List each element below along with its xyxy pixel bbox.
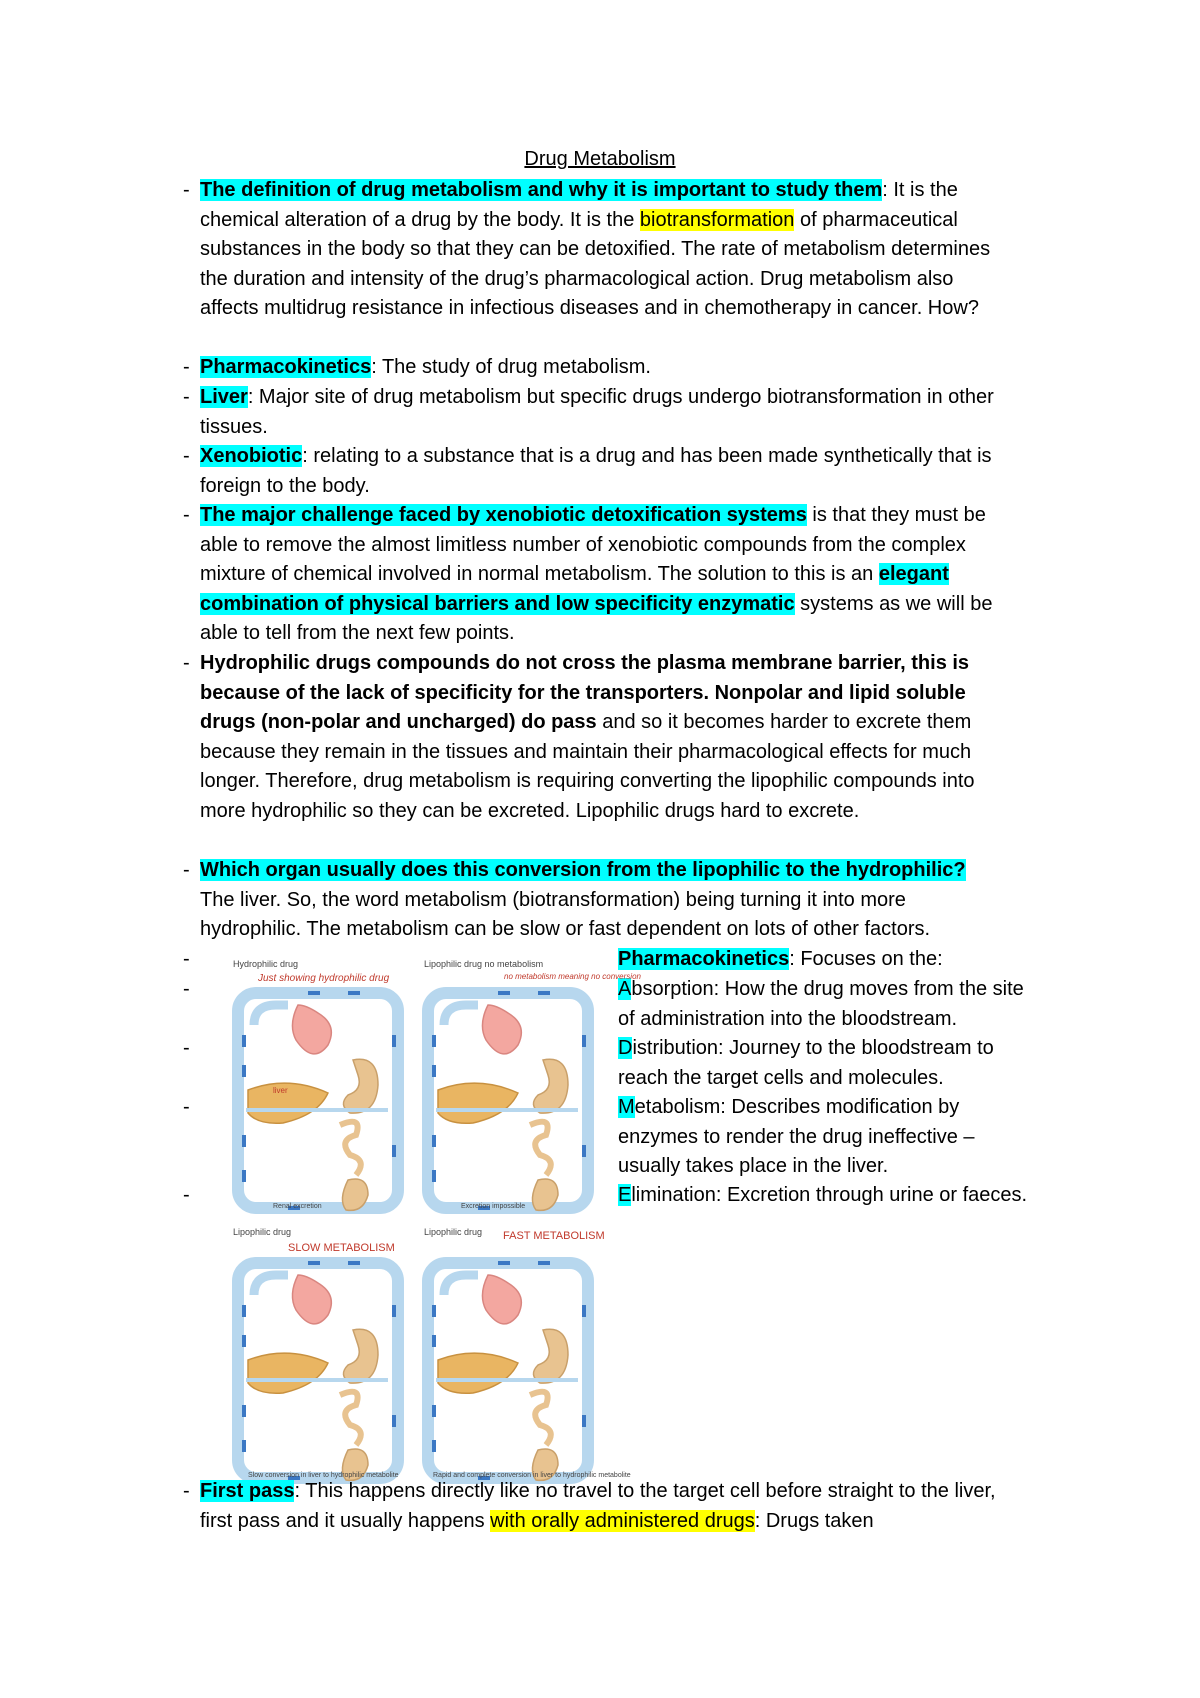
highlight-letter: A bbox=[618, 978, 632, 1000]
paragraph-text: is that they must be able to remove the almost limitless number of xenobiotic compounds from the complex mixture of chemical involved in normal metabolism. The solution to this is an bbox=[200, 504, 986, 586]
handwritten-note: Just showing hydrophilic drug bbox=[258, 973, 390, 984]
highlight-cyan: The major challenge faced by xenobiotic detoxification systems bbox=[200, 504, 807, 526]
handwritten-note: SLOW METABOLISM bbox=[288, 1242, 395, 1254]
bullet-dash: - bbox=[183, 652, 190, 674]
highlight-cyan: The definition of drug metabolism and why it is important to study them bbox=[200, 179, 883, 201]
panel-caption: Slow conversion in liver to hydrophilic metabolite bbox=[248, 1472, 399, 1479]
bullet-dash: - bbox=[183, 386, 190, 408]
pk-distribution bbox=[618, 1034, 1038, 1093]
highlight-yellow: biotransformation bbox=[639, 208, 795, 231]
paragraph-text: : relating to a substance that is a drug and has been made synthetically that is foreign to the body. bbox=[200, 445, 992, 497]
highlight-letter: E bbox=[618, 1184, 632, 1206]
highlight-letter: D bbox=[618, 1037, 633, 1059]
highlight-cyan: Pharmacokinetics bbox=[618, 948, 790, 970]
highlight-yellow: with orally administered drugs bbox=[490, 1509, 755, 1532]
bullet-dash: - bbox=[183, 1480, 190, 1502]
page-title: Drug Metabolism bbox=[524, 148, 676, 170]
paragraph-challenge bbox=[200, 501, 1000, 649]
panel-label: Hydrophilic drug bbox=[233, 959, 299, 969]
paragraph-text: of pharmaceutical substances in the body so that they can be detoxified. The rate of metabolism determines the duration and intensity of the drug’s pharmacological action. Drug metabolism also affects multidrug resistance in infectious diseases and in chemotherapy in cancer. How? bbox=[200, 208, 991, 320]
highlight-cyan: Xenobiotic bbox=[200, 445, 303, 467]
bullet-dash: - bbox=[183, 1096, 190, 1118]
paragraph-text: bsorption: How the drug moves from the site of administration into the bloodstream. bbox=[618, 978, 1024, 1030]
paragraph-text: : Drugs taken bbox=[754, 1509, 874, 1532]
paragraph-text: : This happens directly like no travel to the target cell before straight to the liver, first pass and it usually happens bbox=[200, 1480, 996, 1532]
paragraph-text: etabolism: Describes modification by enzymes to render the drug ineffective – usually takes place in the liver. bbox=[618, 1096, 975, 1178]
panel-label: Lipophilic drug bbox=[233, 1227, 292, 1237]
bullet-dash: - bbox=[183, 445, 190, 467]
paragraph-text: The liver. So, the word metabolism (biotransformation) being turning it into more hydrophilic. The metabolism can be slow or fast dependent on lots of other factors. bbox=[200, 888, 931, 941]
paragraph-text: : The study of drug metabolism. bbox=[371, 356, 651, 378]
paragraph-text: : Major site of drug metabolism but specific drugs undergo biotransformation in other tissues. bbox=[200, 386, 994, 438]
pk-title bbox=[618, 945, 1038, 975]
pk-absorption bbox=[618, 975, 1038, 1034]
paragraph-text: and so it becomes harder to excrete them because they remain in the tissues and maintain their pharmacological effects for much longer. Therefore, drug metabolism is requiring converting the lipophilic compounds into more hydrophilic so they can be excreted. Lipophilic drugs hard to excrete. bbox=[200, 711, 975, 822]
panel-label: Lipophilic drug no metabolism bbox=[424, 959, 544, 969]
panel-caption: Rapid and complete conversion in liver to hydrophilic metabolite bbox=[433, 1472, 631, 1479]
paragraph-text: systems as we will be able to tell from the next few points. bbox=[200, 592, 993, 645]
bullet-dash: - bbox=[183, 179, 190, 201]
drug-metabolism-diagram bbox=[228, 955, 641, 1480]
paragraph-pharmacokinetics bbox=[200, 353, 1000, 383]
highlight-cyan: First pass bbox=[200, 1480, 295, 1502]
pk-metabolism bbox=[618, 1093, 1038, 1182]
paragraph-xenobiotic bbox=[200, 442, 1000, 501]
paragraph-text: istribution: Journey to the bloodstream to reach the target cells and molecules. bbox=[618, 1037, 994, 1089]
paragraph-text: : It is the chemical alteration of a drug by the body. It is the bbox=[200, 179, 958, 231]
highlight-letter: M bbox=[618, 1096, 635, 1118]
paragraph-text: : Focuses on the: bbox=[789, 948, 943, 970]
handwritten-note: no metabolism meaning no conversion bbox=[504, 972, 641, 981]
panel-caption: Excretion impossible bbox=[461, 1203, 526, 1210]
paragraph-definition bbox=[200, 176, 1000, 324]
highlight-cyan: Liver bbox=[200, 386, 248, 408]
highlight-cyan: Which organ usually does this conversion from the lipophilic to the hydrophilic? bbox=[200, 859, 966, 881]
paragraph-text: limination: Excretion through urine or faeces. bbox=[631, 1184, 1028, 1206]
bullet-dash: - bbox=[183, 356, 190, 378]
paragraph-first-pass bbox=[200, 1477, 1000, 1536]
bullet-dash: - bbox=[183, 978, 190, 1000]
paragraph-liver bbox=[200, 383, 1000, 442]
bold-text: Hydrophilic drugs compounds do not cross the plasma membrane barrier, this is because of the lack of specificity for the transporters. Nonpolar and lipid soluble drugs (non-polar and uncharged) do pass bbox=[200, 652, 970, 734]
bullet-dash: - bbox=[183, 1037, 190, 1059]
panel-caption: Renal excretion bbox=[273, 1203, 322, 1210]
highlight-cyan: elegant combination of physical barriers and low specificity enzymatic bbox=[200, 563, 949, 615]
bullet-dash: - bbox=[183, 1184, 190, 1206]
bullet-dash: - bbox=[183, 859, 190, 881]
panel-label: Lipophilic drug bbox=[424, 1227, 483, 1237]
handwritten-note: FAST METABOLISM bbox=[503, 1230, 605, 1242]
paragraph-organ bbox=[200, 856, 1000, 945]
paragraph-hydrophilic bbox=[200, 649, 1000, 827]
bullet-dash: - bbox=[183, 504, 190, 526]
highlight-cyan: Pharmacokinetics bbox=[200, 356, 372, 378]
pk-elimination bbox=[618, 1181, 1038, 1211]
bullet-dash: - bbox=[183, 948, 190, 970]
handwritten-note: liver bbox=[273, 1086, 288, 1095]
